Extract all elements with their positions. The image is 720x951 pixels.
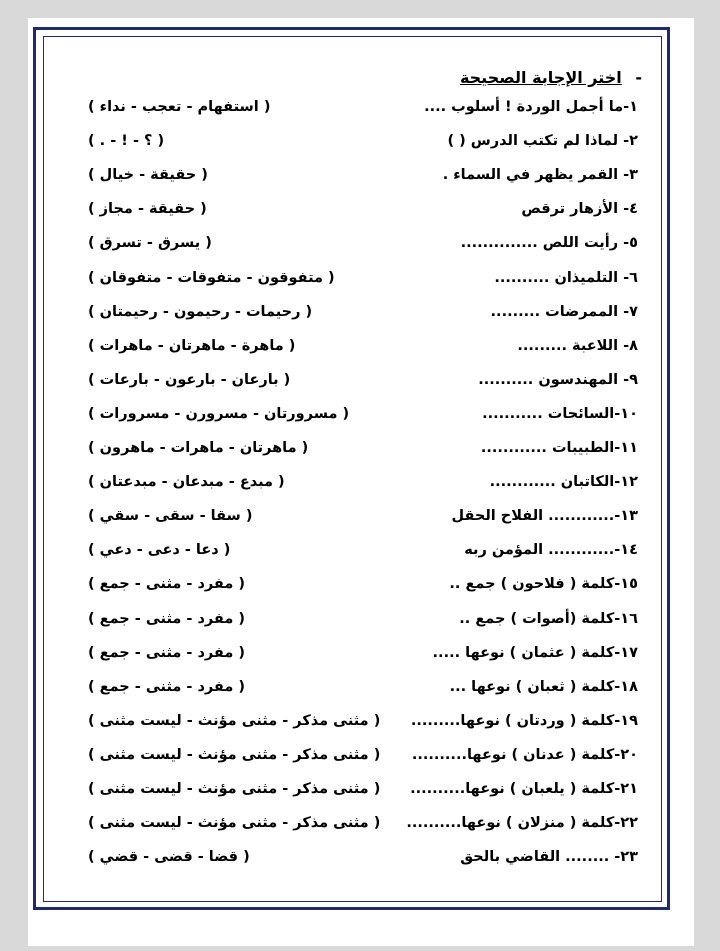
answer-options: ( مثنى مذكر - مثنى مؤنث - ليست مثنى ) bbox=[88, 746, 381, 763]
answer-options: ( مسرورتان - مسرورن - مسرورات ) bbox=[88, 405, 350, 422]
question-text: ١١-الطبيبات ............ bbox=[480, 440, 638, 456]
question-row bbox=[88, 777, 638, 805]
answer-options: ( قضا - قضى - قضي ) bbox=[88, 849, 250, 866]
question-row bbox=[88, 368, 638, 396]
answer-options: ( يسرق - تسرق ) bbox=[88, 235, 212, 252]
question-text: ٦- التلميذان .......... bbox=[494, 269, 638, 286]
question-row bbox=[88, 538, 638, 566]
answer-options: ( متفوقون - متفوقات - متفوقان ) bbox=[88, 269, 335, 286]
answer-options: ( ماهرتان - ماهرات - ماهرون ) bbox=[88, 440, 309, 456]
question-row bbox=[88, 470, 638, 498]
question-text: ١٢-الكاتبان ............ bbox=[489, 474, 638, 491]
question-row bbox=[88, 675, 638, 703]
question-row bbox=[88, 402, 638, 430]
answer-options: ( مفرد - مثنى - جمع ) bbox=[88, 610, 246, 627]
question-text: ١٤-............ المؤمن ربه bbox=[464, 542, 638, 559]
answer-options: ( حقيقة - خيال ) bbox=[88, 167, 208, 184]
question-text: ٤- الأزهار ترقص bbox=[521, 201, 638, 218]
question-text: ١٦-كلمة (أصوات ) جمع .. bbox=[459, 610, 638, 627]
answer-options: ( مثنى مذكر - مثنى مؤنث - ليست مثنى ) bbox=[88, 712, 381, 729]
question-row bbox=[88, 334, 638, 362]
question-row bbox=[88, 231, 638, 259]
question-row bbox=[88, 607, 638, 635]
question-row bbox=[88, 266, 638, 294]
question-text: ٢- لماذا لم تكتب الدرس ( ) bbox=[447, 133, 638, 150]
answer-options: ( دعا - دعى - دعي ) bbox=[88, 542, 231, 559]
question-text: ١-ما أجمل الوردة ! أسلوب .... bbox=[424, 99, 638, 115]
question-text: ١٥-كلمة ( فلاحون ) جمع .. bbox=[449, 576, 638, 593]
answer-options: ( بارعان - بارعون - بارعات ) bbox=[88, 371, 291, 388]
question-row bbox=[88, 504, 638, 532]
answer-options: ( سقا - سقى - سقي ) bbox=[88, 508, 253, 525]
answer-options: ( ؟ - ! - . ) bbox=[88, 133, 165, 150]
question-text: ٥- رأيت اللص .............. bbox=[460, 235, 638, 252]
answer-options: ( ماهرة - ماهرتان - ماهرات ) bbox=[88, 337, 296, 354]
question-text: ٢٠-كلمة ( عدنان ) نوعها.......... bbox=[411, 746, 638, 763]
answer-options: ( مثنى مذكر - مثنى مؤنث - ليست مثنى ) bbox=[88, 781, 381, 797]
question-row bbox=[88, 197, 638, 225]
answer-options: ( مفرد - مثنى - جمع ) bbox=[88, 644, 246, 661]
answer-options: ( مثنى مذكر - مثنى مؤنث - ليست مثنى ) bbox=[88, 815, 381, 832]
question-row bbox=[88, 95, 638, 123]
question-row bbox=[88, 811, 638, 839]
question-row bbox=[88, 129, 638, 157]
heading-title: اختر الإجابة الصحيحة bbox=[459, 68, 622, 87]
question-row bbox=[88, 300, 638, 328]
answer-options: ( حقيقة - مجاز ) bbox=[88, 201, 207, 218]
question-text: ١٣-............ الفلاح الحقل bbox=[451, 508, 638, 525]
question-row bbox=[88, 572, 638, 600]
answer-options: ( مبدع - مبدعان - مبدعتان ) bbox=[88, 474, 285, 491]
question-text: ٢١-كلمة ( يلعبان ) نوعها.......... bbox=[410, 781, 638, 797]
question-text: ٨- اللاعبة ......... bbox=[517, 337, 638, 354]
heading-dash: - bbox=[635, 68, 642, 87]
question-row bbox=[88, 163, 638, 191]
question-text: ٢٣- ........ القاضي بالحق bbox=[460, 849, 638, 866]
question-text: ١٨-كلمة ( ثعبان ) نوعها ... bbox=[449, 678, 638, 695]
answer-options: ( مفرد - مثنى - جمع ) bbox=[88, 678, 246, 695]
question-row bbox=[88, 743, 638, 771]
answer-options: ( رحيمات - رحيمون - رحيمتان ) bbox=[88, 303, 313, 320]
question-text: ٢٢-كلمة ( منزلان ) نوعها.......... bbox=[406, 815, 638, 832]
question-row bbox=[88, 709, 638, 737]
question-text: ٧- الممرضات ......... bbox=[490, 303, 638, 320]
question-text: ٩- المهندسون .......... bbox=[478, 371, 638, 388]
question-text: ١٠-السائحات ........... bbox=[482, 405, 638, 422]
question-row bbox=[88, 845, 638, 873]
question-row bbox=[88, 436, 638, 464]
question-text: ١٩-كلمة ( وردتان ) نوعها......... bbox=[410, 712, 638, 729]
question-text: ١٧-كلمة ( عثمان ) نوعها ..... bbox=[432, 644, 638, 661]
answer-options: ( مفرد - مثنى - جمع ) bbox=[88, 576, 246, 593]
answer-options: ( استفهام - تعجب - نداء ) bbox=[88, 99, 271, 115]
question-row bbox=[88, 641, 638, 669]
question-text: ٣- القمر يظهر في السماء . bbox=[442, 167, 638, 184]
worksheet-heading bbox=[460, 68, 642, 87]
